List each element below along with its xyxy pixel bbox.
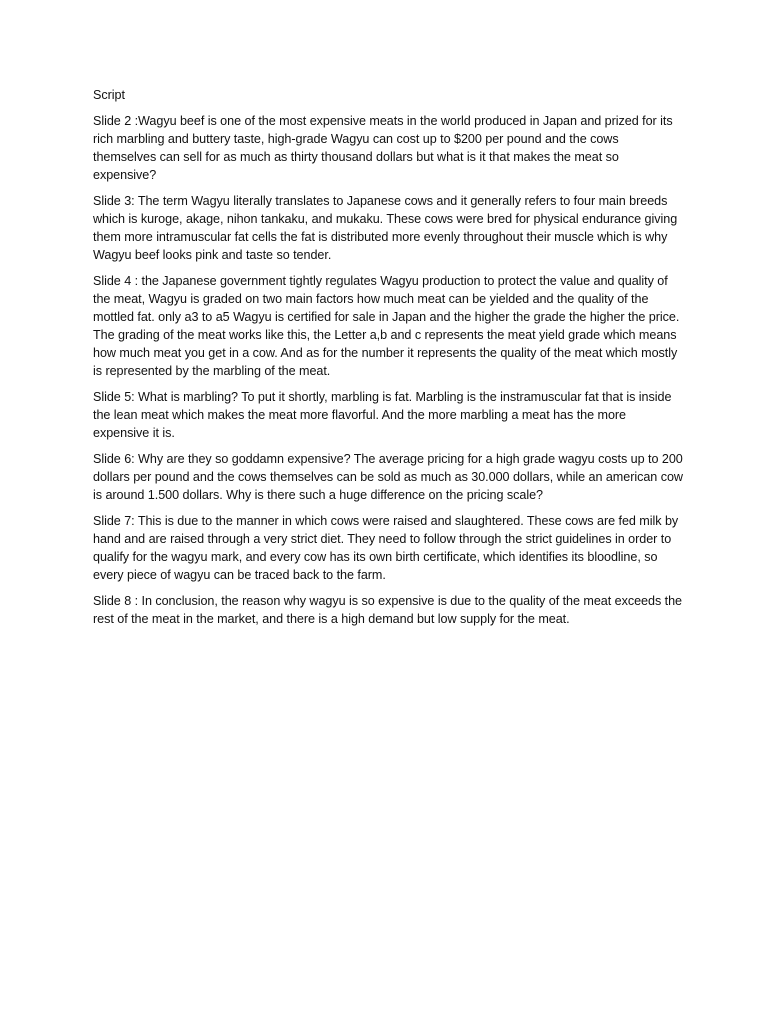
paragraph-slide-8: Slide 8 : In conclusion, the reason why wagyu is so expensive is due to the quality of the meat exceeds the rest of the meat in the market, and there is a high demand but low supply for the meat. — [93, 594, 683, 626]
document-body — [93, 86, 683, 636]
document-title: Script — [93, 88, 125, 102]
paragraph-slide-5: Slide 5: What is marbling? To put it shortly, marbling is fat. Marbling is the instramuscular fat that is inside the lean meat which makes the meat more flavorful. And the more marbling a meat has the more expensive it is. — [93, 390, 672, 440]
paragraph-slide-6: Slide 6: Why are they so goddamn expensive? The average pricing for a high grade wagyu costs up to 200 dollars per pound and the cows themselves can be sold as much as 30.000 dollars, while an american cow is around 1.500 dollars. Why is there such a huge difference on the pricing scale? — [93, 452, 683, 502]
paragraph-slide-3: Slide 3: The term Wagyu literally translates to Japanese cows and it generally refers to four main breeds which is kuroge, akage, nihon tankaku, and mukaku. These cows were bred for physical endurance giving them more intramuscular fat cells the fat is distributed more evenly throughout their muscle which is why Wagyu beef looks pink and taste so tender. — [93, 194, 678, 262]
paragraph-slide-4: Slide 4 : the Japanese government tightly regulates Wagyu production to protect the value and quality of the meat, Wagyu is graded on two main factors how much meat can be yielded and the quality of the mottled fat. only a3 to a5 Wagyu is certified for sale in Japan and the higher the grade the higher the price. The grading of the meat works like this, the Letter a,b and c represents the meat yield grade which means how much meat you get in a cow. And as for the number it represents the quality of the meat which mostly is represented by the marbling of the meat. — [93, 274, 680, 378]
paragraph-slide-7: Slide 7: This is due to the manner in which cows were raised and slaughtered. These cows are fed milk by hand and are raised through a very strict diet. They need to follow through the strict guidelines in order to qualify for the wagyu mark, and every cow has its own birth certificate, which identifies its bloodline, so every piece of wagyu can be traced back to the farm. — [93, 514, 679, 582]
paragraph-slide-2: Slide 2 :Wagyu beef is one of the most expensive meats in the world produced in Japan and prized for its rich marbling and buttery taste, high-grade Wagyu can cost up to $200 per pound and the cows themselves can sell for as much as thirty thousand dollars but what is it that makes the meat so expensive? — [93, 114, 673, 182]
